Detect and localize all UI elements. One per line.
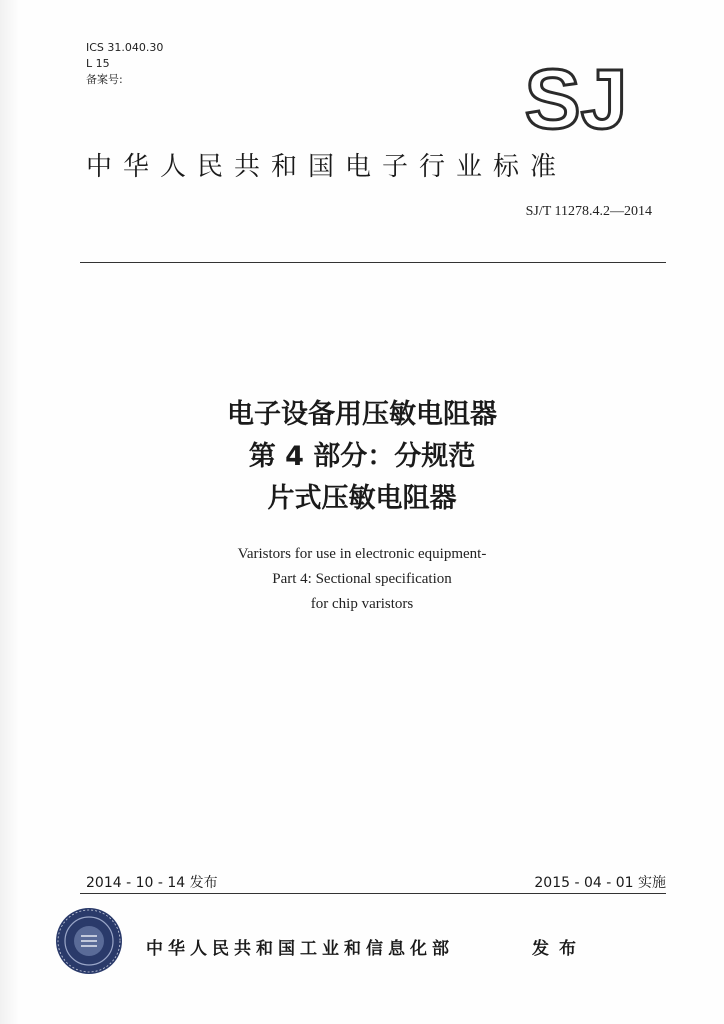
- english-title-line-1: Varistors for use in electronic equipment-: [237, 546, 487, 562]
- ics-code: ICS 31.040.30: [86, 41, 164, 54]
- chinese-title-line-2: 第 4 部分：分规范: [248, 441, 476, 472]
- english-title-line-3: for chip varistors: [310, 596, 414, 612]
- standard-category-title: 中华人民共和国电子行业标准: [86, 152, 568, 182]
- standard-code: SJ/T 11278.4.2—2014: [525, 204, 652, 219]
- issuing-authority: 中华人民共和国工业和信息化部: [146, 939, 454, 959]
- english-title: [0, 542, 724, 617]
- issue-date: 2014 - 10 - 14 发布: [86, 875, 218, 891]
- english-title-line-2: Part 4: Sectional specification: [272, 571, 452, 587]
- chinese-title-line-3: 片式压敏电阻器: [267, 483, 457, 514]
- classification-block: [86, 40, 163, 88]
- filing-number: 备案号:: [86, 73, 123, 86]
- sj-logo-text: SJ: [524, 60, 628, 140]
- issue-label: 发布: [532, 939, 586, 959]
- sj-logo-icon: [516, 60, 636, 140]
- implementation-date: 2015 - 04 - 01 实施: [534, 875, 666, 891]
- top-divider: [80, 262, 666, 263]
- ministry-seal-icon: [54, 906, 124, 976]
- chinese-title: [0, 394, 724, 520]
- ccs-code: L 15: [86, 57, 110, 70]
- chinese-title-line-1: 电子设备用压敏电阻器: [227, 399, 497, 430]
- bottom-divider: [80, 893, 666, 894]
